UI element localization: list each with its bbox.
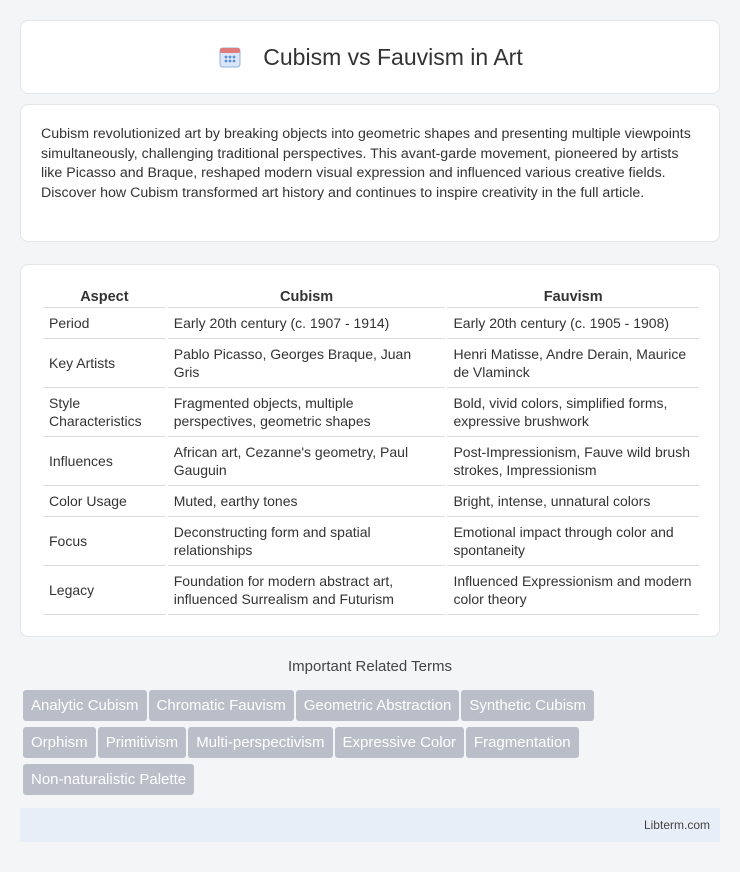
comparison-table	[41, 285, 701, 615]
tag-multi-perspectivism[interactable]: Multi-perspectivism	[188, 727, 332, 758]
intro-text: Cubism revolutionized art by breaking objects into geometric shapes and presenting multiple viewpoints simultaneously, challenging traditional perspectives. This avant-garde movement, pioneered by artists like Picasso and Braque, reshaped modern visual expression and influenced various creative fields. Discover how Cubism transformed art history and continues to inspire creativity in the full article.	[41, 126, 691, 201]
cell-aspect: Style Characteristics	[43, 388, 166, 437]
cell-aspect: Influences	[43, 437, 166, 486]
cell-fauvism: Influenced Expressionism and modern color theory	[447, 566, 699, 615]
table-row	[43, 517, 699, 566]
tag-analytic-cubism[interactable]: Analytic Cubism	[23, 690, 147, 721]
header-fauvism: Fauvism	[447, 285, 699, 308]
cell-cubism: Deconstructing form and spatial relationships	[168, 517, 446, 566]
table-header-row	[43, 285, 699, 308]
cell-aspect: Focus	[43, 517, 166, 566]
table-row	[43, 339, 699, 388]
cell-fauvism: Bold, vivid colors, simplified forms, expressive brushwork	[447, 388, 699, 437]
tag-synthetic-cubism[interactable]: Synthetic Cubism	[461, 690, 594, 721]
cell-cubism: Fragmented objects, multiple perspectives, geometric shapes	[168, 388, 446, 437]
cell-fauvism: Post-Impressionism, Fauve wild brush strokes, Impressionism	[447, 437, 699, 486]
table-row	[43, 437, 699, 486]
tag-fragmentation[interactable]: Fragmentation	[466, 727, 579, 758]
cell-aspect: Color Usage	[43, 486, 166, 517]
related-terms-title: Important Related Terms	[288, 658, 452, 675]
table-row	[43, 388, 699, 437]
cell-fauvism: Bright, intense, unnatural colors	[447, 486, 699, 517]
cell-cubism: Foundation for modern abstract art, influenced Surrealism and Futurism	[168, 566, 446, 615]
intro-card	[20, 104, 720, 242]
cell-fauvism: Emotional impact through color and spontaneity	[447, 517, 699, 566]
cell-aspect: Key Artists	[43, 339, 166, 388]
tag-chromatic-fauvism[interactable]: Chromatic Fauvism	[149, 690, 294, 721]
cell-aspect: Period	[43, 308, 166, 339]
calendar-grid-icon	[217, 44, 243, 70]
tag-non-naturalistic-palette[interactable]: Non-naturalistic Palette	[23, 764, 194, 795]
tag-expressive-color[interactable]: Expressive Color	[335, 727, 464, 758]
page-title: Cubism vs Fauvism in Art	[263, 43, 523, 70]
footer	[20, 808, 720, 842]
cell-cubism: Early 20th century (c. 1907 - 1914)	[168, 308, 446, 339]
tag-primitivism[interactable]: Primitivism	[98, 727, 187, 758]
cell-cubism: Muted, earthy tones	[168, 486, 446, 517]
header-cubism: Cubism	[168, 285, 446, 308]
cell-cubism: Pablo Picasso, Georges Braque, Juan Gris	[168, 339, 446, 388]
header-card	[20, 20, 720, 94]
footer-site-link[interactable]: Libterm.com	[643, 818, 710, 832]
cell-fauvism: Early 20th century (c. 1905 - 1908)	[447, 308, 699, 339]
related-terms-tags	[23, 690, 723, 801]
header-aspect: Aspect	[43, 285, 166, 308]
table-row	[43, 566, 699, 615]
cell-aspect: Legacy	[43, 566, 166, 615]
tag-geometric-abstraction[interactable]: Geometric Abstraction	[296, 690, 460, 721]
table-row	[43, 308, 699, 339]
cell-cubism: African art, Cezanne's geometry, Paul Gauguin	[168, 437, 446, 486]
comparison-table-card	[20, 264, 720, 637]
cell-fauvism: Henri Matisse, Andre Derain, Maurice de Vlaminck	[447, 339, 699, 388]
tag-orphism[interactable]: Orphism	[23, 727, 96, 758]
table-row	[43, 486, 699, 517]
